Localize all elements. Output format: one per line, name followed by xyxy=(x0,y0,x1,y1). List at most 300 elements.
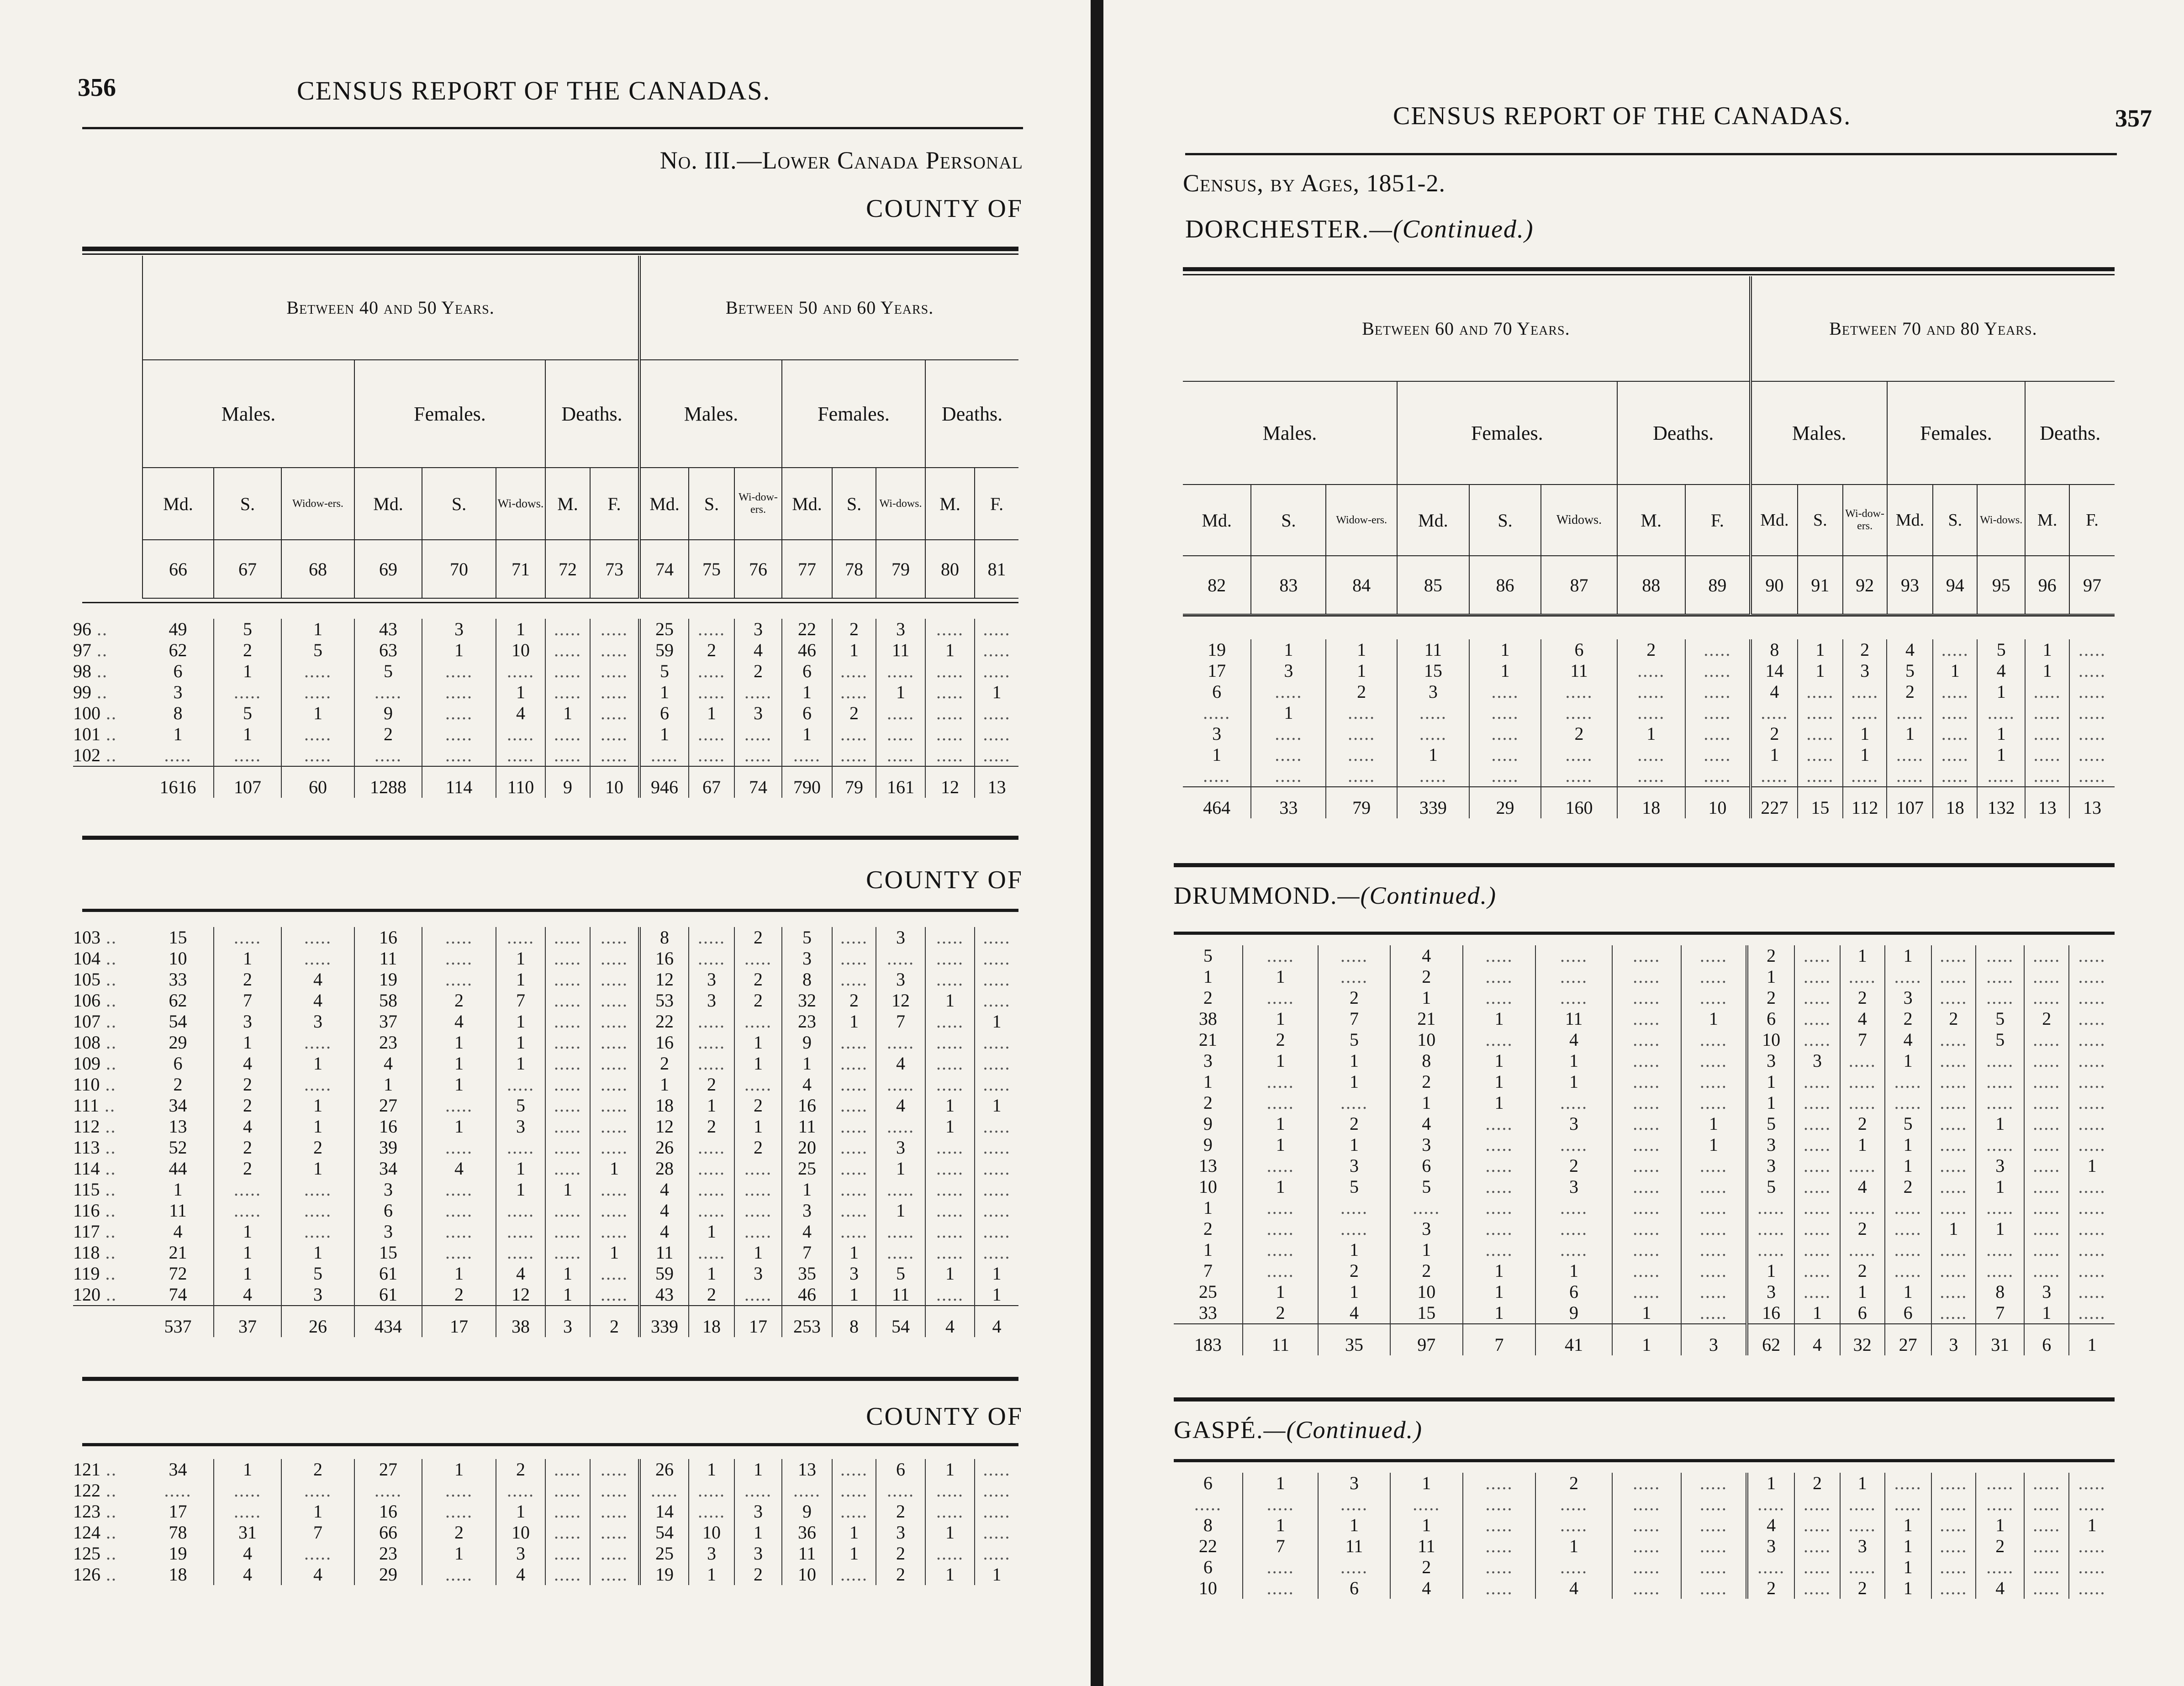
table-row xyxy=(73,1564,1018,1585)
table-cell: 1 xyxy=(1243,1281,1319,1302)
total-cell: 339 xyxy=(1397,787,1469,818)
table-cell: ..... xyxy=(422,661,496,682)
table-cell: ..... xyxy=(496,927,545,948)
table-cell: 7 xyxy=(782,1242,832,1263)
table-cell: ..... xyxy=(545,745,590,766)
table-cell: 2 xyxy=(734,990,782,1011)
table-row xyxy=(73,1522,1018,1543)
row-label: 104 .. xyxy=(73,948,117,969)
table-cell: 4 xyxy=(281,990,354,1011)
table-cell: 1 xyxy=(1612,1302,1681,1324)
table-cell: ..... xyxy=(545,1200,590,1221)
table-cell: 5 xyxy=(1747,1176,1794,1197)
table-cell: 4 xyxy=(1747,1515,1794,1536)
table-cell: 3 xyxy=(1843,660,1887,681)
table-row xyxy=(73,948,1018,969)
table-cell: 5 xyxy=(1976,1029,2024,1050)
table-row xyxy=(1174,1071,2115,1092)
table-cell: ..... xyxy=(1318,1197,1390,1218)
table-cell: 2 xyxy=(689,1074,734,1095)
table-row xyxy=(1174,1557,2115,1578)
table-row xyxy=(73,1242,1018,1263)
table-cell: 17 xyxy=(1183,660,1251,681)
table-cell: 1 xyxy=(1977,681,2025,702)
table-cell: ..... xyxy=(1794,945,1840,966)
table-cell: ..... xyxy=(2078,1281,2106,1302)
table-cell: 1 xyxy=(689,1263,734,1284)
table-cell: 1 xyxy=(1885,1281,1931,1302)
table-cell: ..... xyxy=(925,1158,975,1179)
table-cell: ..... xyxy=(1931,1557,1976,1578)
table-cell: ..... xyxy=(590,1284,639,1306)
column-number: 79 xyxy=(876,540,925,598)
table-cell: ..... xyxy=(1681,1281,1747,1302)
total-cell: 10 xyxy=(1685,787,1751,818)
table-cell: 2 xyxy=(1174,1218,1243,1239)
table-cell: 58 xyxy=(354,990,422,1011)
table-cell: ..... xyxy=(2078,1071,2106,1092)
table-cell: ..... xyxy=(2025,765,2069,787)
column-header: M. xyxy=(1617,485,1685,556)
table-cell: 1 xyxy=(496,969,545,990)
table-cell: 1 xyxy=(639,682,689,703)
table-cell: 2 xyxy=(214,1158,281,1179)
column-number-row xyxy=(1183,556,2115,614)
table-cell: 2 xyxy=(1174,1092,1243,1113)
table-cell: 4 xyxy=(496,703,545,724)
left-section-3-table xyxy=(73,1459,1018,1585)
row-label: 111 .. xyxy=(73,1095,116,1116)
row-label: 112 .. xyxy=(73,1116,116,1137)
table-cell: ..... xyxy=(1390,1197,1463,1218)
table-cell: ..... xyxy=(422,703,496,724)
column-number: 92 xyxy=(1843,556,1887,614)
table-cell: ..... xyxy=(639,745,689,766)
table-cell: ..... xyxy=(1976,1239,2024,1260)
table-cell: 6 xyxy=(1183,681,1251,702)
table-cell: ..... xyxy=(281,927,354,948)
table-cell: ..... xyxy=(590,1137,639,1158)
table-cell: ..... xyxy=(1681,1473,1747,1494)
table-cell: ..... xyxy=(1798,744,1843,765)
table-cell: ..... xyxy=(1251,744,1326,765)
table-cell: 16 xyxy=(354,1501,422,1522)
table-cell: ..... xyxy=(983,1116,1011,1137)
table-cell: ..... xyxy=(1685,681,1751,702)
table-cell: 2 xyxy=(1535,1473,1612,1494)
table-cell: 2 xyxy=(142,1074,214,1095)
table-cell: 1 xyxy=(992,1263,1002,1284)
table-cell: 1 xyxy=(1318,1239,1390,1260)
table-cell: ..... xyxy=(1541,765,1617,787)
table-cell: 1 xyxy=(1840,1473,1885,1494)
table-cell: ..... xyxy=(1976,966,2024,987)
table-cell: 2 xyxy=(1794,1473,1840,1494)
table-cell: ..... xyxy=(832,1053,876,1074)
table-cell: ..... xyxy=(925,1011,975,1032)
table-cell: 11 xyxy=(354,948,422,969)
table-cell: 7 xyxy=(876,1011,925,1032)
table-cell: 5 xyxy=(1977,639,2025,660)
column-number: 73 xyxy=(590,540,639,598)
table-cell: 1 xyxy=(1243,966,1319,987)
table-cell: ..... xyxy=(422,948,496,969)
table-cell: 1 xyxy=(1885,1515,1931,1536)
table-cell: 1 xyxy=(545,1284,590,1306)
table-row xyxy=(73,1074,1018,1095)
row-label: 113 .. xyxy=(73,1137,116,1158)
table-cell: ..... xyxy=(354,1480,422,1501)
left-page xyxy=(0,0,1087,1686)
table-cell: 1 xyxy=(689,1221,734,1242)
table-cell: ..... xyxy=(1933,765,1977,787)
row-label: 121 .. xyxy=(73,1459,117,1480)
column-number-row xyxy=(82,540,1018,598)
table-cell: 20 xyxy=(782,1137,832,1158)
table-cell: ..... xyxy=(1535,966,1612,987)
total-cell: 161 xyxy=(876,766,925,798)
table-cell: ..... xyxy=(496,1480,545,1501)
table-cell: ..... xyxy=(1976,1260,2024,1281)
table-cell: ..... xyxy=(2024,1176,2069,1197)
table-row xyxy=(73,1032,1018,1053)
table-cell: 1 xyxy=(1931,1218,1976,1239)
table-cell: ..... xyxy=(1794,1239,1840,1260)
table-cell: 3 xyxy=(354,1221,422,1242)
table-cell: 19 xyxy=(354,969,422,990)
table-cell: ..... xyxy=(925,927,975,948)
total-cell: 434 xyxy=(354,1306,422,1337)
table-cell: ..... xyxy=(1885,1092,1931,1113)
table-cell: ..... xyxy=(1931,1473,1976,1494)
table-cell: 4 xyxy=(142,1221,214,1242)
table-cell: 4 xyxy=(782,1074,832,1095)
table-cell: ..... xyxy=(689,1011,734,1032)
total-cell: 32 xyxy=(1840,1324,1885,1355)
column-header: Md. xyxy=(639,468,689,540)
row-label: 118 .. xyxy=(73,1242,116,1263)
table-cell: ..... xyxy=(2025,744,2069,765)
table-cell: ..... xyxy=(1612,1536,1681,1557)
row-label: 114 .. xyxy=(73,1158,116,1179)
table-cell: ..... xyxy=(1463,1473,1535,1494)
table-cell: 1 xyxy=(925,990,975,1011)
table-cell: ..... xyxy=(1612,1134,1681,1155)
table-cell: ..... xyxy=(545,619,590,640)
table-cell: ..... xyxy=(1976,1050,2024,1071)
table-cell: 2 xyxy=(281,1137,354,1158)
table-cell: ..... xyxy=(1535,1092,1612,1113)
table-cell: 2 xyxy=(734,969,782,990)
table-cell: 26 xyxy=(639,1137,689,1158)
table-cell: ..... xyxy=(1794,1536,1840,1557)
table-cell: ..... xyxy=(925,1179,975,1200)
table-cell: 1 xyxy=(1933,660,1977,681)
table-cell: ..... xyxy=(2024,1557,2069,1578)
column-header: S. xyxy=(689,468,734,540)
table-cell: ..... xyxy=(1843,681,1887,702)
table-cell: 1 xyxy=(590,1158,639,1179)
table-cell: 2 xyxy=(1243,1302,1319,1324)
table-cell: ..... xyxy=(2024,1515,2069,1536)
table-cell: ..... xyxy=(1887,765,1933,787)
table-cell: ..... xyxy=(1976,945,2024,966)
table-cell: 2 xyxy=(1390,1557,1463,1578)
table-cell: ..... xyxy=(1535,1218,1612,1239)
table-cell: 29 xyxy=(354,1564,422,1585)
table-cell: 3 xyxy=(1885,987,1931,1008)
table-cell: 3 xyxy=(1747,1536,1794,1557)
table-cell: ..... xyxy=(734,1179,782,1200)
table-cell: ..... xyxy=(983,745,1011,765)
table-cell: ..... xyxy=(983,724,1011,744)
group-header: Between 40 and 50 Years. xyxy=(142,256,639,360)
table-cell: 2 xyxy=(1840,1113,1885,1134)
table-cell: 7 xyxy=(1174,1260,1243,1281)
table-cell: ..... xyxy=(354,682,422,703)
table-cell: 2 xyxy=(734,1564,782,1585)
table-cell: ..... xyxy=(1463,1155,1535,1176)
subgroup-header: Males. xyxy=(142,360,354,468)
table-cell: 1 xyxy=(1318,1050,1390,1071)
table-cell: ..... xyxy=(1612,1281,1681,1302)
table-cell: 1 xyxy=(214,1459,281,1480)
table-cell: 1 xyxy=(1747,1473,1794,1494)
table-cell: ..... xyxy=(496,1242,545,1263)
table-row xyxy=(73,619,1018,640)
table-cell: 2 xyxy=(876,1543,925,1564)
table-row xyxy=(73,1116,1018,1137)
table-cell: ..... xyxy=(983,1543,1011,1564)
table-cell: ..... xyxy=(1681,1050,1747,1071)
table-cell: ..... xyxy=(2024,966,2069,987)
table-cell: ..... xyxy=(214,1200,281,1221)
section-heading: COUNTY OF xyxy=(866,1402,1023,1431)
table-cell: ..... xyxy=(689,1501,734,1522)
table-cell: ..... xyxy=(496,745,545,766)
table-cell: ..... xyxy=(1840,1050,1885,1071)
table-cell: ..... xyxy=(2078,1050,2106,1071)
table-cell: 4 xyxy=(639,1179,689,1200)
table-cell: ..... xyxy=(925,682,975,703)
column-header: Widow-ers. xyxy=(281,468,354,540)
table-cell: ..... xyxy=(1681,966,1747,987)
table-cell: 10 xyxy=(1390,1281,1463,1302)
column-header: F. xyxy=(2069,485,2115,556)
table-cell: ..... xyxy=(2024,1239,2069,1260)
table-cell: ..... xyxy=(590,1116,639,1137)
table-cell: 4 xyxy=(876,1053,925,1074)
table-cell: ..... xyxy=(1685,744,1751,765)
table-cell: ..... xyxy=(1794,1134,1840,1155)
table-cell: ..... xyxy=(1794,1281,1840,1302)
table-cell: ..... xyxy=(1463,1494,1535,1515)
table-cell: 4 xyxy=(1976,1578,2024,1599)
total-cell: 537 xyxy=(142,1306,214,1337)
book-spine xyxy=(1091,0,1103,1686)
table-cell: 46 xyxy=(782,1284,832,1306)
table-cell: 1 xyxy=(422,1459,496,1480)
table-cell: ..... xyxy=(281,745,354,766)
table-cell: 2 xyxy=(281,1459,354,1480)
table-cell: 1 xyxy=(2087,1155,2097,1176)
table-cell: ..... xyxy=(689,1242,734,1263)
column-header: F. xyxy=(590,468,639,540)
table-cell: 1 xyxy=(1318,1281,1390,1302)
table-cell: 9 xyxy=(354,703,422,724)
table-row xyxy=(1174,945,2115,966)
table-cell: 13 xyxy=(1174,1155,1243,1176)
table-cell: 12 xyxy=(639,969,689,990)
table-cell: 1 xyxy=(1243,1134,1319,1155)
column-header: S. xyxy=(422,468,496,540)
table-cell: 1 xyxy=(1397,744,1469,765)
table-cell: 4 xyxy=(281,969,354,990)
table-cell: ..... xyxy=(1977,765,2025,787)
table-cell: 2 xyxy=(1318,1260,1390,1281)
table-cell: ..... xyxy=(1612,1473,1681,1494)
table-cell: ..... xyxy=(2078,1218,2106,1239)
table-cell: 5 xyxy=(1887,660,1933,681)
table-cell: ..... xyxy=(1463,945,1535,966)
table-cell: ..... xyxy=(1840,1557,1885,1578)
table-cell: ..... xyxy=(545,1242,590,1263)
table-row xyxy=(1174,1281,2115,1302)
table-cell: ..... xyxy=(1933,702,1977,723)
table-cell: ..... xyxy=(1390,1494,1463,1515)
table-cell: ..... xyxy=(983,1459,1011,1480)
table-cell: 1 xyxy=(832,1242,876,1263)
table-cell: ..... xyxy=(496,1200,545,1221)
table-cell: ..... xyxy=(1243,1239,1319,1260)
table-cell: ..... xyxy=(1183,702,1251,723)
table-cell: ..... xyxy=(925,1032,975,1053)
table-cell: 6 xyxy=(1174,1473,1243,1494)
table-cell: ..... xyxy=(1617,744,1685,765)
table-cell: ..... xyxy=(496,1074,545,1095)
table-cell: ..... xyxy=(1326,702,1397,723)
table-cell: 7 xyxy=(496,990,545,1011)
table-cell: ..... xyxy=(545,1137,590,1158)
table-cell: ..... xyxy=(689,1032,734,1053)
table-cell: ..... xyxy=(689,619,734,640)
table-cell: ..... xyxy=(1931,1578,1976,1599)
table-row xyxy=(1174,1050,2115,1071)
row-label: 99 .. xyxy=(73,682,108,702)
table-cell: ..... xyxy=(1751,765,1798,787)
table-cell: ..... xyxy=(1840,1494,1885,1515)
row-label: 125 .. xyxy=(73,1543,117,1564)
totals-row xyxy=(1174,1324,2115,1355)
table-row xyxy=(73,1263,1018,1284)
running-title: CENSUS REPORT OF THE CANADAS. xyxy=(1393,102,1852,130)
table-cell: ..... xyxy=(1931,1239,1976,1260)
table-cell: 1 xyxy=(1463,1092,1535,1113)
table-cell: ..... xyxy=(1469,765,1541,787)
right-header-table xyxy=(1183,276,2115,615)
table-cell: ..... xyxy=(422,1137,496,1158)
table-cell: ..... xyxy=(1931,1260,1976,1281)
table-cell: ..... xyxy=(2078,1494,2106,1514)
column-number: 85 xyxy=(1397,556,1469,614)
table-cell: ..... xyxy=(1798,723,1843,744)
table-cell: ..... xyxy=(1751,702,1798,723)
table-row xyxy=(1174,1515,2115,1536)
table-cell: 3 xyxy=(1535,1113,1612,1134)
table-cell: 1 xyxy=(1840,945,1885,966)
table-cell: ..... xyxy=(925,1480,975,1501)
table-cell: 16 xyxy=(639,1032,689,1053)
table-cell: ..... xyxy=(2078,1008,2106,1029)
table-cell: ..... xyxy=(925,1053,975,1074)
table-cell: 1 xyxy=(1747,1071,1794,1092)
table-cell: 1 xyxy=(832,1011,876,1032)
table-cell: ..... xyxy=(590,969,639,990)
table-cell: 11 xyxy=(876,640,925,661)
table-cell: ..... xyxy=(1243,1071,1319,1092)
table-cell: ..... xyxy=(1535,987,1612,1008)
table-cell: 1 xyxy=(214,1032,281,1053)
table-cell: ..... xyxy=(1681,1155,1747,1176)
table-cell: ..... xyxy=(1747,1218,1794,1239)
table-cell: ..... xyxy=(1612,1071,1681,1092)
table-cell: 3 xyxy=(876,1137,925,1158)
table-cell: 1 xyxy=(992,1095,1002,1116)
table-cell: 38 xyxy=(1174,1008,1243,1029)
table-cell: 1 xyxy=(214,661,281,682)
table-cell: 1 xyxy=(1318,1071,1390,1092)
table-cell: 3 xyxy=(782,948,832,969)
table-cell: 1 xyxy=(734,1459,782,1480)
table-cell: ..... xyxy=(1794,1092,1840,1113)
table-cell: 22 xyxy=(782,619,832,640)
table-cell: 1 xyxy=(1535,1260,1612,1281)
table-cell: ..... xyxy=(281,1200,354,1221)
subgroup-header: Deaths. xyxy=(545,360,639,468)
table-row xyxy=(73,1284,1018,1306)
table-cell: 1 xyxy=(782,1053,832,1074)
table-row xyxy=(73,703,1018,724)
column-header-row xyxy=(82,468,1018,540)
table-cell: 1 xyxy=(1463,1260,1535,1281)
table-cell: ..... xyxy=(1794,966,1840,987)
table-cell: ..... xyxy=(2078,681,2106,702)
table-cell: ..... xyxy=(1463,1578,1535,1599)
table-row xyxy=(1174,1239,2115,1260)
table-cell: ..... xyxy=(590,640,639,661)
table-cell: 2 xyxy=(1390,1260,1463,1281)
table-cell: ..... xyxy=(734,1200,782,1221)
table-cell: 2 xyxy=(214,1095,281,1116)
table-cell: 1 xyxy=(1251,639,1326,660)
table-cell: 15 xyxy=(1390,1302,1463,1324)
table-cell: ..... xyxy=(422,969,496,990)
table-cell: 9 xyxy=(782,1501,832,1522)
table-cell: 26 xyxy=(639,1459,689,1480)
table-cell: 2 xyxy=(1747,945,1794,966)
total-cell: 1616 xyxy=(142,766,214,798)
table-cell: 3 xyxy=(832,1263,876,1284)
table-cell: ..... xyxy=(2078,660,2106,681)
table-cell: ..... xyxy=(1617,660,1685,681)
table-cell: ..... xyxy=(1243,1260,1319,1281)
table-cell: ..... xyxy=(545,969,590,990)
table-cell: ..... xyxy=(1931,945,1976,966)
table-cell: ..... xyxy=(832,1179,876,1200)
table-cell: 3 xyxy=(214,1011,281,1032)
total-cell: 339 xyxy=(639,1306,689,1337)
table-cell: ..... xyxy=(2024,1155,2069,1176)
